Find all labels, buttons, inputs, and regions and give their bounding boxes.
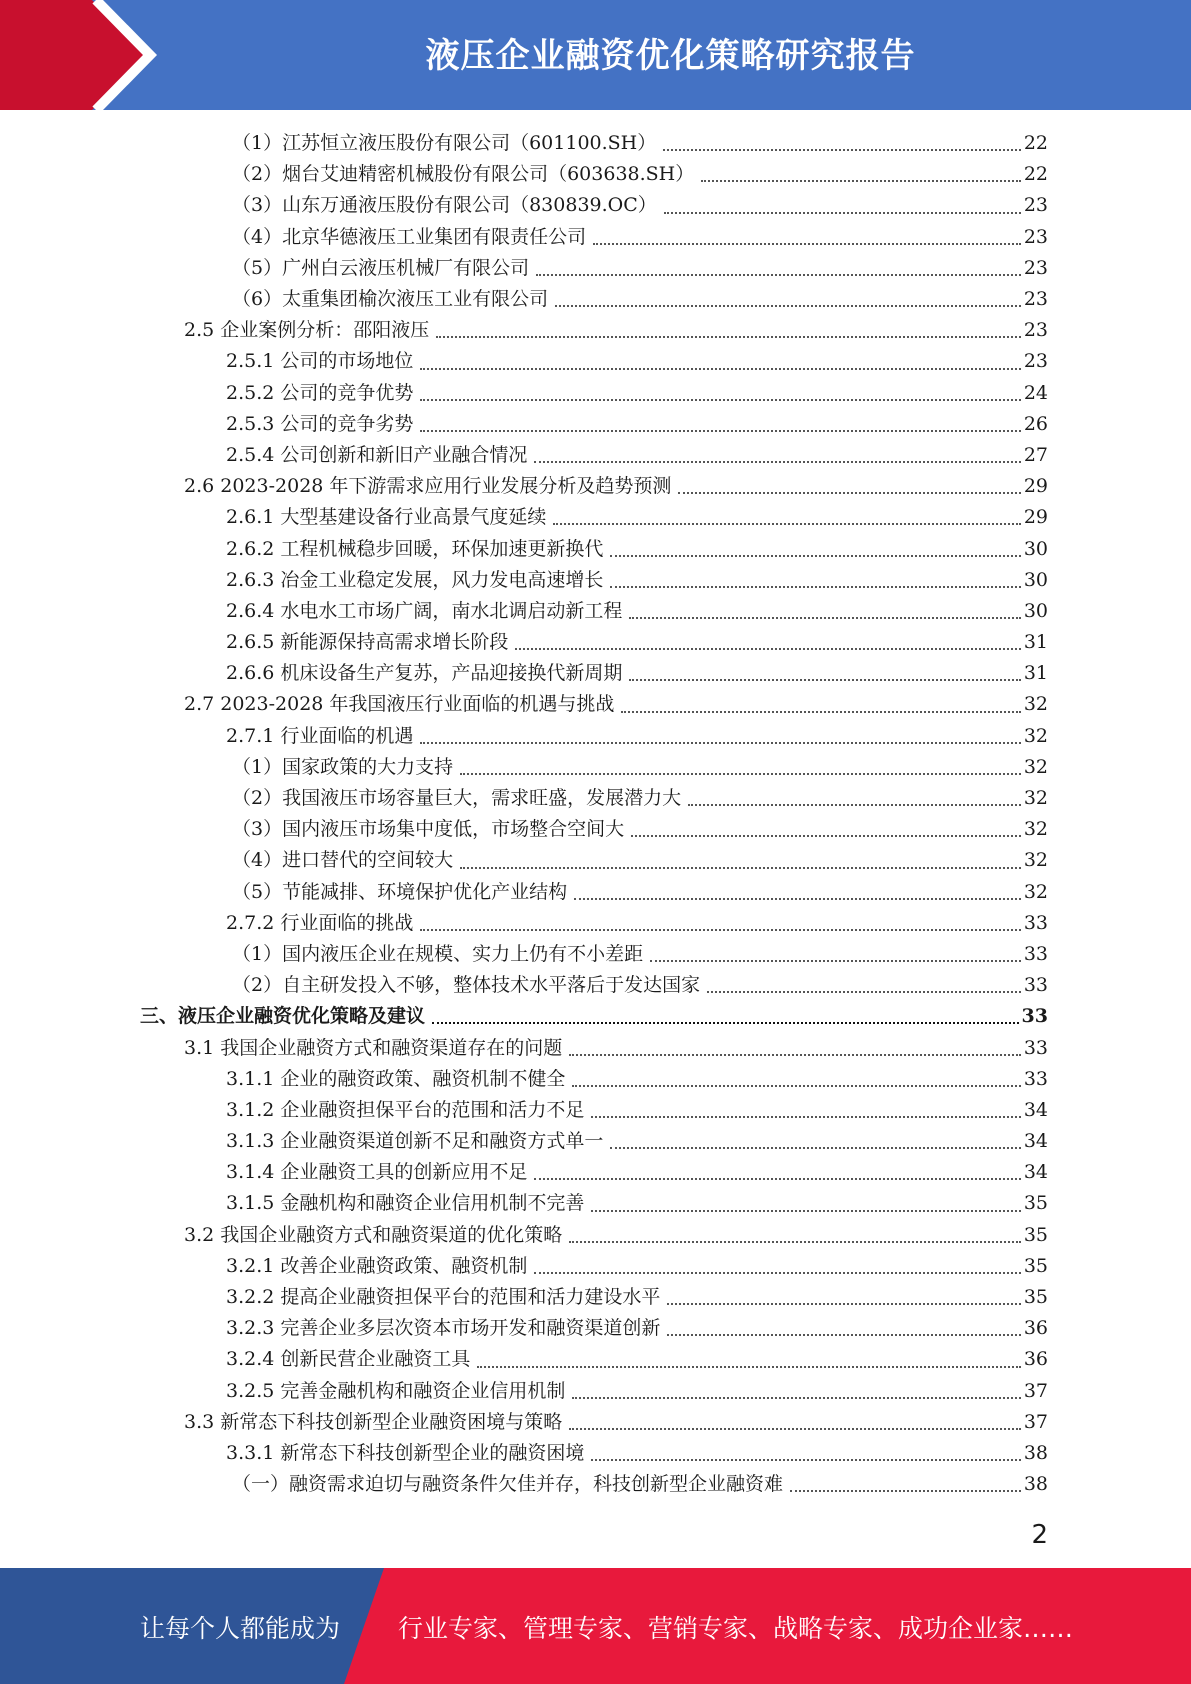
toc-entry-label: 2.5.3 公司的竞争劣势 (226, 412, 414, 435)
toc-dot-leader (420, 398, 1020, 401)
toc-entry[interactable] (140, 939, 1048, 970)
footer-banner (0, 1568, 1191, 1684)
toc-dot-leader (621, 710, 1020, 713)
toc-entry-label: 2.5.1 公司的市场地位 (226, 350, 414, 373)
toc-entry-page: 32 (1023, 880, 1048, 903)
toc-entry-page: 29 (1023, 475, 1048, 498)
toc-entry-page: 35 (1023, 1223, 1048, 1246)
toc-entry-label: （1）国家政策的大力支持 (232, 755, 454, 778)
footer-slogan-left: 让每个人都能成为 (140, 1614, 341, 1643)
toc-entry-page: 30 (1023, 568, 1048, 591)
toc-entry-label: 2.6.5 新能源保持高需求增长阶段 (226, 631, 509, 654)
toc-dot-leader (569, 1240, 1021, 1243)
toc-entry-label: 2.6.3 冶金工业稳定发展，风力发电高速增长 (226, 568, 604, 591)
toc-dot-leader (667, 1302, 1020, 1305)
toc-dot-leader (701, 179, 1021, 182)
toc-entry-page: 23 (1023, 194, 1048, 217)
toc-entry-page: 32 (1023, 724, 1048, 747)
toc-dot-leader (460, 866, 1021, 869)
toc-entry[interactable] (140, 1220, 1048, 1251)
toc-entry[interactable] (140, 689, 1048, 720)
toc-entry-page: 23 (1023, 319, 1048, 342)
toc-dot-leader (432, 1021, 1019, 1024)
toc-dot-leader (667, 1333, 1020, 1336)
toc-entry-label: 三、液压企业融资优化策略及建议 (140, 1005, 426, 1028)
toc-entry[interactable] (140, 1001, 1048, 1032)
toc-entry[interactable] (140, 222, 1048, 253)
toc-entry-page: 32 (1023, 787, 1048, 810)
toc-entry-page: 34 (1023, 1098, 1048, 1121)
toc-dot-leader (629, 678, 1020, 681)
toc-entry-label: 3.1.5 金融机构和融资企业信用机制不完善 (226, 1192, 585, 1215)
toc-dot-leader (688, 803, 1021, 806)
toc-dot-leader (591, 1458, 1020, 1461)
toc-entry-page: 35 (1023, 1254, 1048, 1277)
toc-entry-label: 2.7 2023-2028 年我国液压行业面临的机遇与挑战 (184, 693, 615, 716)
toc-dot-leader (420, 429, 1020, 432)
toc-entry[interactable] (140, 877, 1048, 908)
toc-dot-leader (629, 616, 1020, 619)
toc-entry-page: 26 (1023, 412, 1048, 435)
toc-entry[interactable] (140, 1282, 1048, 1313)
toc-entry[interactable] (140, 159, 1048, 190)
toc-entry[interactable] (140, 1438, 1048, 1469)
toc-entry-label: 3.1.4 企业融资工具的创新应用不足 (226, 1161, 528, 1184)
toc-dot-leader (420, 741, 1020, 744)
toc-entry-label: （5）节能减排、环境保护优化产业结构 (232, 880, 568, 903)
toc-dot-leader (569, 1427, 1021, 1430)
toc-entry-label: 3.2.5 完善金融机构和融资企业信用机制 (226, 1379, 566, 1402)
toc-entry-label: 2.6.1 大型基建设备行业高景气度延续 (226, 506, 547, 529)
toc-entry[interactable] (140, 346, 1048, 377)
toc-entry-page: 37 (1023, 1379, 1048, 1402)
toc-entry[interactable] (140, 315, 1048, 346)
toc-entry[interactable] (140, 284, 1048, 315)
toc-entry[interactable] (140, 627, 1048, 658)
toc-entry-page: 32 (1023, 693, 1048, 716)
toc-entry-label: 2.6 2023-2028 年下游需求应用行业发展分析及趋势预测 (184, 475, 672, 498)
toc-entry-label: 2.5.4 公司创新和新旧产业融合情况 (226, 443, 528, 466)
toc-entry-page: 34 (1023, 1161, 1048, 1184)
toc-entry[interactable] (140, 596, 1048, 627)
toc-entry-page: 31 (1023, 662, 1048, 685)
toc-entry[interactable] (140, 1376, 1048, 1407)
report-header (0, 0, 1191, 110)
toc-entry-page: 35 (1023, 1286, 1048, 1309)
toc-dot-leader (534, 1271, 1020, 1274)
toc-entry-page: 27 (1023, 443, 1048, 466)
toc-entry[interactable] (140, 752, 1048, 783)
toc-entry[interactable] (140, 565, 1048, 596)
toc-entry-label: 2.6.4 水电水工市场广阔，南水北调启动新工程 (226, 599, 623, 622)
toc-dot-leader (460, 772, 1021, 775)
toc-entry[interactable] (140, 1344, 1048, 1375)
toc-dot-leader (707, 990, 1021, 993)
toc-entry-label: （6）太重集团榆次液压工业有限公司 (232, 288, 549, 311)
page-number: 2 (1031, 1520, 1048, 1550)
toc-entry-label: 3.2 我国企业融资方式和融资渠道的优化策略 (184, 1223, 563, 1246)
toc-dot-leader (591, 1115, 1020, 1118)
toc-entry[interactable] (140, 908, 1048, 939)
toc-entry-page: 38 (1023, 1473, 1048, 1496)
toc-entry-label: （2）烟台艾迪精密机械股份有限公司（603638.SH） (232, 163, 695, 186)
toc-entry[interactable] (140, 1469, 1048, 1500)
toc-entry[interactable] (140, 658, 1048, 689)
toc-entry[interactable] (140, 502, 1048, 533)
table-of-contents (140, 128, 1048, 1500)
toc-entry[interactable] (140, 378, 1048, 409)
toc-entry-page: 32 (1023, 849, 1048, 872)
toc-entry[interactable] (140, 1032, 1048, 1063)
toc-entry-page: 37 (1023, 1410, 1048, 1433)
toc-entry-page: 29 (1023, 506, 1048, 529)
toc-entry[interactable] (140, 1407, 1048, 1438)
toc-entry-page: 36 (1023, 1348, 1048, 1371)
toc-entry[interactable] (140, 471, 1048, 502)
toc-entry-label: （2）我国液压市场容量巨大，需求旺盛，发展潜力大 (232, 787, 682, 810)
toc-entry-page: 23 (1023, 225, 1048, 248)
toc-entry-page: 30 (1023, 537, 1048, 560)
toc-dot-leader (553, 522, 1020, 525)
toc-entry-label: （5）广州白云液压机械厂有限公司 (232, 256, 530, 279)
toc-entry-label: 3.1.2 企业融资担保平台的范围和活力不足 (226, 1098, 585, 1121)
toc-dot-leader (664, 211, 1021, 214)
toc-entry[interactable] (140, 253, 1048, 284)
toc-entry-label: 2.7.2 行业面临的挑战 (226, 911, 414, 934)
toc-entry-label: （2）自主研发投入不够，整体技术水平落后于发达国家 (232, 974, 701, 997)
toc-entry-label: 2.6.6 机床设备生产复苏，产品迎接换代新周期 (226, 662, 623, 685)
toc-entry-page: 22 (1023, 132, 1048, 155)
toc-entry[interactable] (140, 1095, 1048, 1126)
toc-dot-leader (610, 585, 1020, 588)
toc-dot-leader (790, 1489, 1021, 1492)
toc-entry[interactable] (140, 721, 1048, 752)
toc-entry-label: 3.2.3 完善企业多层次资本市场开发和融资渠道创新 (226, 1317, 661, 1340)
toc-dot-leader (572, 1084, 1020, 1087)
toc-entry-label: （1）国内液压企业在规模、实力上仍有不小差距 (232, 942, 644, 965)
toc-entry-page: 33 (1023, 974, 1048, 997)
toc-entry-label: 3.1.1 企业的融资政策、融资机制不健全 (226, 1067, 566, 1090)
toc-dot-leader (477, 1365, 1020, 1368)
toc-dot-leader (631, 834, 1021, 837)
toc-entry-page: 31 (1023, 631, 1048, 654)
toc-entry-label: 2.5 企业案例分析：邵阳液压 (184, 319, 430, 342)
toc-entry-page: 32 (1023, 755, 1048, 778)
toc-entry-page: 33 (1021, 1005, 1048, 1028)
toc-entry-label: 2.6.2 工程机械稳步回暖，环保加速更新换代 (226, 537, 604, 560)
toc-dot-leader (593, 242, 1021, 245)
toc-entry[interactable] (140, 533, 1048, 564)
toc-entry-page: 35 (1023, 1192, 1048, 1215)
toc-entry-label: 3.2.2 提高企业融资担保平台的范围和活力建设水平 (226, 1286, 661, 1309)
toc-entry-label: 3.1.3 企业融资渠道创新不足和融资方式单一 (226, 1130, 604, 1153)
toc-dot-leader (591, 1209, 1020, 1212)
toc-entry-label: 3.2.4 创新民营企业融资工具 (226, 1348, 471, 1371)
toc-entry-page: 23 (1023, 256, 1048, 279)
toc-entry-page: 33 (1023, 942, 1048, 965)
toc-dot-leader (515, 647, 1020, 650)
toc-dot-leader (569, 1053, 1021, 1056)
toc-entry-page: 33 (1023, 1067, 1048, 1090)
toc-entry[interactable] (140, 1126, 1048, 1157)
toc-entry-label: （4）北京华德液压工业集团有限责任公司 (232, 225, 587, 248)
toc-dot-leader (610, 554, 1020, 557)
toc-entry[interactable] (140, 409, 1048, 440)
toc-dot-leader (436, 335, 1021, 338)
toc-entry-label: 2.5.2 公司的竞争优势 (226, 381, 414, 404)
toc-entry-label: 3.3.1 新常态下科技创新型企业的融资困境 (226, 1441, 585, 1464)
toc-entry-label: （3）山东万通液压股份有限公司（830839.OC） (232, 194, 657, 217)
toc-dot-leader (536, 273, 1021, 276)
toc-entry[interactable] (140, 970, 1048, 1001)
toc-entry[interactable] (140, 190, 1048, 221)
toc-entry[interactable] (140, 1188, 1048, 1219)
toc-entry-page: 24 (1023, 381, 1048, 404)
toc-entry-label: （3）国内液压市场集中度低，市场整合空间大 (232, 818, 625, 841)
toc-entry[interactable] (140, 1313, 1048, 1344)
footer-slogan-right: 行业专家、管理专家、营销专家、战略专家、成功企业家…… (398, 1614, 1074, 1643)
toc-entry-label: （一）融资需求迫切与融资条件欠佳并存，科技创新型企业融资难 (232, 1473, 784, 1496)
toc-entry[interactable] (140, 783, 1048, 814)
toc-entry-page: 30 (1023, 599, 1048, 622)
toc-entry-label: （4）进口替代的空间较大 (232, 849, 454, 872)
toc-entry[interactable] (140, 814, 1048, 845)
toc-dot-leader (555, 304, 1021, 307)
toc-dot-leader (610, 1146, 1020, 1149)
toc-dot-leader (534, 1177, 1020, 1180)
toc-entry-label: 3.2.1 改善企业融资政策、融资机制 (226, 1254, 528, 1277)
toc-dot-leader (534, 460, 1020, 463)
toc-entry-page: 23 (1023, 288, 1048, 311)
toc-entry[interactable] (140, 1251, 1048, 1282)
toc-entry-page: 36 (1023, 1317, 1048, 1340)
toc-entry-page: 34 (1023, 1130, 1048, 1153)
toc-dot-leader (420, 367, 1020, 370)
toc-entry[interactable] (140, 440, 1048, 471)
toc-dot-leader (678, 491, 1020, 494)
toc-entry[interactable] (140, 845, 1048, 876)
toc-dot-leader (574, 897, 1021, 900)
toc-entry-page: 33 (1023, 911, 1048, 934)
toc-entry-page: 23 (1023, 350, 1048, 373)
toc-dot-leader (650, 959, 1021, 962)
toc-entry[interactable] (140, 1064, 1048, 1095)
toc-dot-leader (420, 928, 1020, 931)
toc-entry-label: 3.1 我国企业融资方式和融资渠道存在的问题 (184, 1036, 563, 1059)
toc-entry-label: （1）江苏恒立液压股份有限公司（601100.SH） (232, 132, 657, 155)
toc-dot-leader (572, 1396, 1020, 1399)
toc-entry-page: 33 (1023, 1036, 1048, 1059)
toc-entry-page: 38 (1023, 1441, 1048, 1464)
report-title: 液压企业融资优化策略研究报告 (425, 36, 916, 76)
toc-entry-page: 22 (1023, 163, 1048, 186)
toc-dot-leader (663, 148, 1021, 151)
toc-entry-label: 3.3 新常态下科技创新型企业融资困境与策略 (184, 1410, 563, 1433)
toc-entry[interactable] (140, 128, 1048, 159)
red-arrow-decoration (0, 0, 160, 110)
toc-entry-page: 32 (1023, 818, 1048, 841)
toc-entry-label: 2.7.1 行业面临的机遇 (226, 724, 414, 747)
toc-entry[interactable] (140, 1157, 1048, 1188)
